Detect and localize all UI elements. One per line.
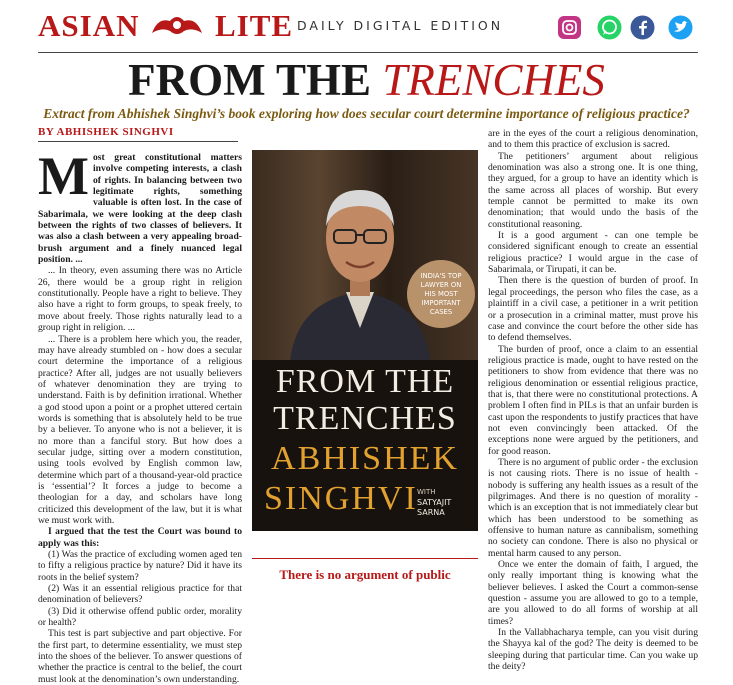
cover-author-line: SINGHVI: [264, 480, 418, 517]
right-column: [488, 128, 698, 673]
byline: BY ABHISHEK SINGHVI: [38, 126, 174, 138]
seal-text: IMPORTANT: [421, 299, 461, 307]
seal-text: INDIA'S TOP: [420, 272, 462, 280]
cover-author-line: ABHISHEK: [271, 440, 459, 477]
cover-title-line: TRENCHES: [273, 400, 457, 437]
whatsapp-icon[interactable]: [597, 15, 622, 40]
headline-accent: TRENCHES: [382, 55, 605, 105]
cover-with-label: WITH: [417, 488, 436, 496]
masthead: [0, 0, 733, 50]
seal-text: LAWYER ON: [420, 281, 462, 289]
paragraph: The petitioners’ argument about religious denomination was also a strong one. It is one thing, they argued, for a group to have an identity which is the same across all places of worship. But every temple cannot be permitted to make its own denomination; that would undo the basis of the constitutional reasoning.: [488, 150, 698, 230]
paragraph: ... In theory, even assuming there was no Article 26, there would be a group right in religion constitutionally. People have a right to believe. They also have a right to form groups, to speak freely, to move about freely. Those rights naturally lead to a group right in religion. ...: [38, 265, 242, 334]
paragraph: ost great constitutional matters involve competing interests, a clash of rights. In balancing between two legitimate rights, something valuable is often lost. In the case of Sabarimala, we were looking at the deep clash between the rights of two classes of believers. It was also a clash between a very appealing broad-brush argument and a finely nuanced legal position. ...: [38, 152, 242, 266]
cover-coauthor: SATYAJIT SARNA: [417, 498, 452, 517]
paragraph: ... There is a problem here which you, the reader, may have already stumbled on - how does a secular court determine the importance of a religious practice? After all, judges are not usually believers of whatever denomination they are trying to understand. Faith is by definition irrational. Whether a god stood upon a point or a prophet uttered certain words is something that is absolutely held to be true by a believer. To anyone who is not a believer, it is no more than a fanciful story. But how does a secular judge, sitting over a modern constitution, using tools evolved by English common law, determine which part of a thousand-year-old practice is ‘essential’? It forces a judge to become a theologian for a day, and scholars have long criticized this development of the law, but it is what we must work with.: [38, 333, 242, 526]
book-cover-image: [252, 150, 478, 531]
paragraph: The burden of proof, once a claim to an essential religious practice is made, ought to have rested on the petitioners to show from evidence that there was no religious denomination or essential religious practice, that is, that there were no constitutional protections. A problem I often find in PILs is that an unfair burden is cast upon the respondents to justify practices that have not even convincingly been attacked. Of the exceptions none were argued by the petitioners, and for good reason.: [488, 343, 698, 457]
instagram-icon[interactable]: [557, 15, 582, 40]
pull-quote: [252, 558, 478, 581]
facebook-icon[interactable]: [630, 15, 655, 40]
paragraph: Once we enter the domain of faith, I argued, the only really important thing is knowing what the believer believes. I asked the Court a common-sense question - assume you are allowed to go to a temple, are you allowed to do all forms of worship at all times?: [488, 559, 698, 627]
paragraph: (3) Did it otherwise offend public order, morality or health?: [38, 605, 242, 629]
publication-logo[interactable]: [38, 8, 293, 44]
masthead-rule: [38, 52, 698, 53]
twitter-icon[interactable]: [668, 15, 693, 40]
paragraph: In the Vallabhacharya temple, can you visit during the Shayya kal of the god? The deity is deemed to be sleeping during that particular time. Can you wake up the deity?: [488, 627, 698, 673]
paragraph: It is a good argument - can one temple be considered significant enough to create an essential religious practice? I would argue in the case of Sabarimala, or Tirupati, it can be.: [488, 230, 698, 276]
paragraph: are in the eyes of the court a religious denomination, and to them this practice of exclusion is sacred.: [488, 128, 698, 151]
paragraph: I argued that the test the Court was bound to apply was this:: [38, 526, 242, 549]
paragraph: (1) Was the practice of excluding women aged ten to fifty a religious practice by nature? Did it have its roots in the belief system?: [38, 549, 242, 583]
pull-quote-text: There is no argument of public: [279, 567, 451, 582]
cover-seal: [407, 260, 475, 328]
logo-text-left: ASIAN: [38, 8, 140, 43]
article-headline: [0, 55, 733, 105]
paragraph: This test is part subjective and part objective. For the first part, to determine essentiality, we must step into the shoes of the believer. To answer questions of whether the practice is central to the belief, the court must look at the denomination’s own understanding.: [38, 628, 242, 685]
logo-text-right: LITE: [214, 8, 294, 43]
edition-label: DAILY DIGITAL EDITION: [297, 18, 504, 33]
article-deck: Extract from Abhishek Singhvi’s book exploring how does secular court determine importance of religious practice?: [43, 106, 690, 121]
left-column: [38, 146, 242, 685]
byline-rule: [38, 141, 238, 142]
paragraph: There is no argument of public order - the exclusion is not causing riots. There is no issue of health - nobody is suffering any health issues as a result of the pilgrimages. And there is no question of morality - which is an exception that is not immediately clear but which has been understood to be something as offensive to human nature as cannibalism, something no society can condone. There is also no physical or mental harm caused to any person.: [488, 456, 698, 559]
lion-emblem-icon: [148, 11, 206, 41]
seal-text: CASES: [429, 308, 453, 316]
cover-title-line: FROM THE: [275, 363, 455, 400]
headline-plain: FROM THE: [128, 55, 383, 105]
drop-cap: M: [38, 146, 89, 206]
paragraph: (2) Was it an essential religious practice for that denomination of believers?: [38, 583, 242, 606]
seal-text: HIS MOST: [424, 290, 458, 298]
paragraph: Then there is the question of burden of proof. In legal proceedings, the person who files the case, as a plaintiff in a civil case, a petitioner in a writ petition or a prosecution in a criminal matter, must prove his case and convince the court before the other side has to defend themselves.: [488, 275, 698, 344]
